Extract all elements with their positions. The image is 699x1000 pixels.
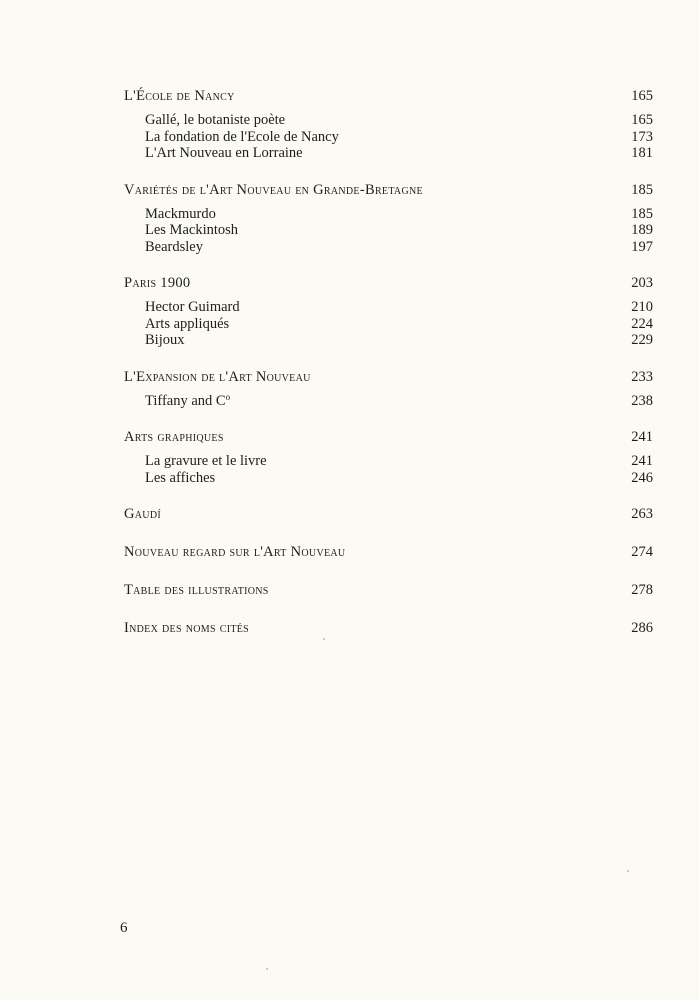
toc-entry — [145, 112, 653, 129]
section-title: Arts graphiques — [124, 429, 224, 445]
section-title: Table des illustrations — [124, 582, 269, 598]
entry-title-wrap — [145, 470, 215, 487]
entry-title: Mackmurdo — [145, 205, 216, 222]
section-page-number: 185 — [631, 181, 653, 198]
entry-page-number: 224 — [631, 315, 653, 332]
entry-title-wrap — [145, 129, 339, 146]
toc-section — [124, 542, 653, 562]
toc-section-heading — [124, 618, 653, 638]
entry-title-wrap — [145, 332, 184, 349]
entry-title-wrap — [145, 239, 203, 256]
section-page-number: 165 — [631, 88, 653, 104]
entry-title-wrap — [145, 393, 230, 410]
toc-entry — [145, 393, 653, 410]
toc-section — [124, 504, 653, 524]
section-page-number: 274 — [631, 544, 653, 560]
entry-title: L'Art Nouveau en Lorraine — [145, 145, 303, 161]
entry-title: Tiffany and C — [145, 392, 226, 409]
toc-entry — [145, 299, 653, 316]
entry-page-number: 246 — [631, 469, 653, 486]
entry-title: Beardsley — [145, 238, 203, 255]
section-title: L'École de Nancy — [124, 88, 235, 104]
toc-subentries — [124, 453, 653, 486]
section-title: L'Expansion de l'Art Nouveau — [124, 368, 311, 385]
section-title: Gaudí — [124, 506, 161, 522]
entry-page-number: 165 — [631, 112, 653, 128]
toc-section-heading — [124, 504, 653, 524]
page-number: 6 — [120, 920, 128, 936]
entry-page-number: 229 — [631, 332, 653, 348]
entry-title: Hector Guimard — [145, 299, 240, 315]
toc-section-heading — [124, 180, 653, 200]
toc-entry — [145, 222, 653, 239]
toc-section — [124, 618, 653, 638]
paper-speck — [627, 870, 629, 872]
table-of-contents — [124, 86, 653, 656]
entry-page-number: 241 — [631, 453, 653, 469]
entry-title-wrap — [145, 453, 267, 470]
toc-section — [124, 427, 653, 486]
toc-section — [124, 580, 653, 600]
entry-page-number: 238 — [631, 392, 653, 409]
section-title: Index des noms cités — [124, 620, 250, 636]
toc-section-heading — [124, 427, 653, 447]
toc-section-heading — [124, 273, 653, 293]
toc-section-heading — [124, 86, 653, 106]
entry-page-number: 181 — [631, 145, 653, 161]
entry-page-number: 189 — [631, 222, 653, 238]
entry-title: Les Mackintosh — [145, 222, 239, 238]
entry-title: Gallé, le botaniste poète — [145, 112, 286, 128]
entry-title: Arts appliqués — [145, 315, 230, 332]
toc-subentries — [124, 393, 653, 410]
section-title: Nouveau regard sur l'Art Nouveau — [124, 544, 346, 560]
toc-entry — [145, 239, 653, 256]
toc-subentries — [124, 206, 653, 256]
section-page-number: 203 — [631, 275, 653, 291]
section-page-number: 263 — [631, 506, 653, 522]
entry-page-number: 197 — [631, 238, 653, 255]
toc-entry — [145, 145, 653, 162]
toc-section — [124, 180, 653, 256]
entry-superscript: o — [225, 391, 231, 402]
entry-title-wrap — [145, 145, 303, 162]
toc-entry — [145, 470, 653, 487]
entry-title-wrap — [145, 316, 229, 333]
entry-title-wrap — [145, 299, 240, 316]
paper-speck — [323, 638, 325, 640]
entry-title: La fondation de l'Ecole de Nancy — [145, 128, 339, 145]
toc-section — [124, 86, 653, 162]
section-title: Paris 1900 — [124, 275, 191, 291]
entry-title-wrap — [145, 206, 216, 223]
toc-entry — [145, 453, 653, 470]
toc-entry — [145, 129, 653, 146]
paper-speck — [266, 968, 268, 970]
toc-entry — [145, 316, 653, 333]
toc-subentries — [124, 299, 653, 349]
entry-title: Les affiches — [145, 469, 216, 486]
section-page-number: 241 — [631, 429, 653, 445]
section-page-number: 286 — [631, 620, 653, 636]
entry-page-number: 185 — [631, 205, 653, 222]
toc-section — [124, 273, 653, 349]
entry-title-wrap — [145, 112, 285, 129]
toc-entry — [145, 332, 653, 349]
toc-subentries — [124, 112, 653, 162]
toc-section — [124, 367, 653, 410]
entry-title: Bijoux — [145, 332, 185, 348]
section-page-number: 233 — [631, 368, 653, 385]
entry-page-number: 173 — [631, 128, 653, 145]
toc-section-heading — [124, 580, 653, 600]
entry-page-number: 210 — [631, 299, 653, 315]
entry-title: La gravure et le livre — [145, 453, 267, 469]
toc-entry — [145, 206, 653, 223]
toc-section-heading — [124, 367, 653, 387]
section-page-number: 278 — [631, 582, 653, 598]
toc-section-heading — [124, 542, 653, 562]
entry-title-wrap — [145, 222, 238, 239]
section-title: Variétés de l'Art Nouveau en Grande-Bretagne — [124, 181, 423, 198]
